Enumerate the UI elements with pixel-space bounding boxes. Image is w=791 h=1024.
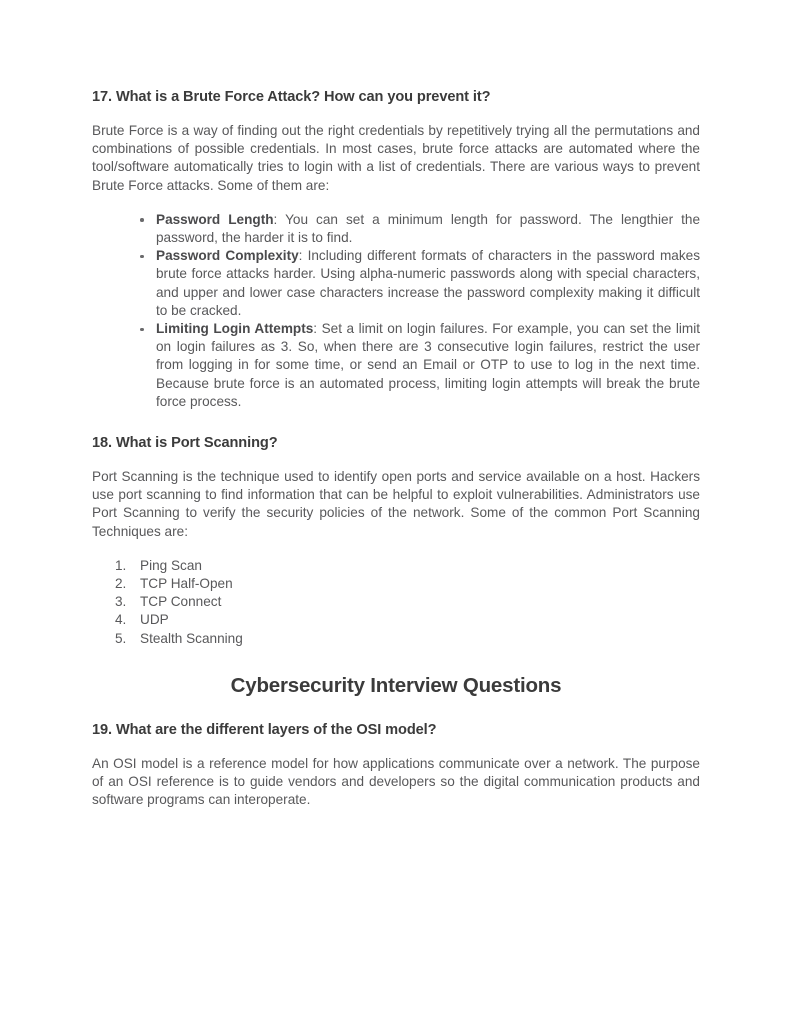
list-item-number: 1.	[115, 557, 127, 573]
list-item-text: Ping Scan	[140, 557, 202, 573]
list-item	[115, 611, 700, 629]
question-17-heading: 17. What is a Brute Force Attack? How can you prevent it?	[92, 89, 491, 105]
spacer	[92, 739, 700, 755]
list-item	[115, 593, 700, 611]
list-item	[115, 557, 700, 575]
spacer	[92, 452, 700, 468]
list-item-number: 5.	[115, 630, 127, 646]
spacer	[92, 541, 700, 557]
list-item	[140, 211, 700, 247]
document-content	[92, 88, 700, 809]
list-item-text: Stealth Scanning	[140, 630, 243, 646]
question-18-paragraph: Port Scanning is the technique used to identify open ports and service available on a host. Hackers use port scanning to find information that can be helpful to exploit vulnerabilities. Administrators use Port Scanning to verify the security policies of the network. Some of the common Port Scanning Techniques are:	[92, 469, 700, 539]
list-item-text: : You can set a minimum length for password. The lengthier the password, the harder it is to find.	[156, 211, 701, 246]
question-17-paragraph: Brute Force is a way of finding out the right credentials by repetitively trying all the permutations and combinations of possible credentials. In most cases, brute force attacks are automated where the tool/software automatically tries to login with a list of credentials. There are various ways to prevent Brute Force attacks. Some of them are:	[92, 123, 700, 193]
spacer	[92, 106, 700, 122]
spacer	[92, 195, 700, 211]
brute-force-prevention-list	[92, 211, 700, 411]
list-item-text: : Including different formats of characters in the password makes brute force attacks harder. Using alpha-numeric passwords along with special characters, and upper and lower case characters increase the password complexity making it difficult to be cracked.	[156, 248, 700, 318]
list-item-text: TCP Connect	[140, 594, 222, 610]
list-item-term: Limiting Login Attempts	[156, 321, 314, 337]
question-18-heading: 18. What is Port Scanning?	[92, 435, 278, 452]
page-title: Cybersecurity Interview Questions	[230, 673, 562, 697]
question-19-paragraph: An OSI model is a reference model for how applications communicate over a network. The purpose of an OSI reference is to guide vendors and developers so the digital communication products and software programs can interoperate.	[92, 755, 700, 808]
list-item	[115, 630, 700, 648]
port-scanning-techniques-list	[92, 557, 700, 648]
spacer	[92, 699, 700, 721]
bullet-dot-icon	[140, 218, 144, 222]
spacer	[92, 411, 700, 434]
list-item-text: : Set a limit on login failures. For example, you can set the limit on login failures as 3. So, when there are 3 consecutive login failures, restrict the user from logging in for some time, or send an Email or OTP to use to log in the next time. Because brute force is an automated process, limiting login attempts will break the brute force process.	[156, 321, 700, 409]
list-item	[140, 247, 700, 320]
list-item-text: UDP	[140, 612, 169, 628]
list-item	[140, 320, 700, 411]
list-item-number: 4.	[115, 612, 127, 628]
spacer	[92, 648, 700, 673]
bullet-dot-icon	[140, 328, 144, 332]
list-item-number: 3.	[115, 594, 127, 610]
bullet-dot-icon	[140, 255, 144, 259]
question-19-heading: 19. What are the different layers of the OSI model?	[92, 721, 437, 738]
list-item	[115, 575, 700, 593]
list-item-text: TCP Half-Open	[140, 576, 233, 592]
list-item-number: 2.	[115, 576, 127, 592]
list-item-term: Password Complexity	[156, 248, 299, 264]
list-item-term: Password Length	[156, 211, 274, 227]
